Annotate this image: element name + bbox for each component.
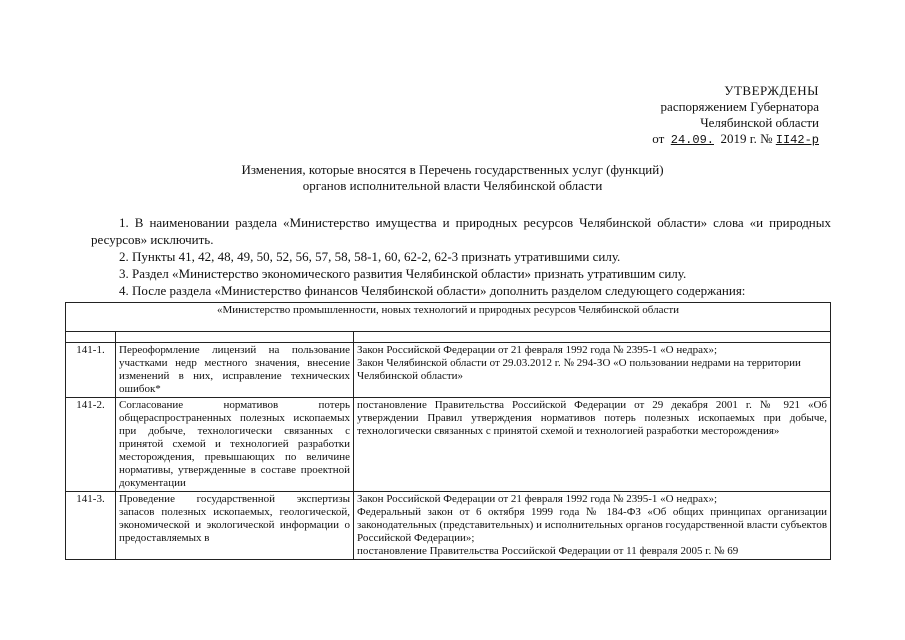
row-number: 141-3. bbox=[66, 492, 116, 560]
basis-line: Закон Российской Федерации от 21 февраля 1992 года № 2395-1 «О недрах»; bbox=[357, 344, 718, 356]
approval-block bbox=[589, 83, 819, 148]
approval-year: 2019 г. № bbox=[720, 131, 773, 146]
services-table bbox=[65, 302, 831, 560]
approval-date-line bbox=[589, 131, 819, 148]
row-number: 141-1. bbox=[66, 343, 116, 398]
table-section-header-row bbox=[66, 303, 831, 332]
section-header: «Министерство промышленности, новых технологий и природных ресурсов Челябинской области bbox=[66, 303, 831, 332]
amendment-paragraphs bbox=[91, 214, 831, 299]
document-title bbox=[0, 162, 905, 194]
basis-line: постановление Правительства Российской Федерации от 11 февраля 2005 г. № 69 bbox=[357, 545, 739, 557]
approval-heading: УТВЕРЖДЕНЫ bbox=[724, 83, 819, 98]
paragraph-4: 4. После раздела «Министерство финансов Челябинской области» дополнить разделом следующего содержания: bbox=[119, 283, 746, 298]
basis-line: Федеральный закон от 6 октября 1999 года № 184-ФЗ «Об общих принципах организации законодательных (представительных) и исполнительных органов государственной власти субъектов Российской Федерации»; bbox=[357, 506, 828, 544]
basis-line: Закон Российской Федерации от 21 февраля 1992 года № 2395-1 «О недрах»; bbox=[357, 493, 718, 505]
legal-basis bbox=[354, 343, 831, 398]
title-line-2: органов исполнительной власти Челябинской области bbox=[302, 178, 603, 193]
legal-basis bbox=[354, 492, 831, 560]
title-line-1: Изменения, которые вносятся в Перечень государственных услуг (функций) bbox=[241, 162, 664, 177]
service-name: Согласование нормативов потерь общераспространенных полезных ископаемых при добыче, технологически связанных с принятой схемой и технологией разработки месторождения, превышающих по величине нормативы, утвержденные в составе проектной документации bbox=[116, 398, 354, 492]
table-row bbox=[66, 492, 831, 560]
approval-line-1: распоряжением Губернатора bbox=[660, 99, 819, 114]
approval-number: II42-р bbox=[775, 133, 819, 147]
table-row bbox=[66, 343, 831, 398]
paragraph-1: 1. В наименовании раздела «Министерство имущества и природных ресурсов Челябинской области» слова «и природных ресурсов» исключить. bbox=[91, 215, 831, 247]
table-row bbox=[66, 398, 831, 492]
approval-date-prefix: от bbox=[652, 131, 665, 146]
basis-line: Закон Челябинской области от 29.03.2012 г. № 294-ЗО «О пользовании недрами на территории Челябинской области» bbox=[357, 357, 801, 382]
service-name: Проведение государственной экспертизы запасов полезных ископаемых, геологической, экономической и экологической информации о предоставляемых в bbox=[116, 492, 354, 560]
table-spacer-row bbox=[66, 332, 831, 343]
row-number: 141-2. bbox=[66, 398, 116, 492]
paragraph-2: 2. Пункты 41, 42, 48, 49, 50, 52, 56, 57, 58, 58-1, 60, 62-2, 62-3 признать утратившими силу. bbox=[119, 249, 621, 264]
approval-date: 24.09. bbox=[670, 133, 714, 147]
paragraph-3: 3. Раздел «Министерство экономического развития Челябинской области» признать утратившим силу. bbox=[119, 266, 687, 281]
approval-line-2: Челябинской области bbox=[700, 115, 819, 130]
legal-basis bbox=[354, 398, 831, 492]
basis-line: постановление Правительства Российской Федерации от 29 декабря 2001 г. № 921 «Об утверждении Правил утверждения нормативов потерь полезных ископаемых при добыче, технологически связанных с принятой схемой и технологией разработки месторождения» bbox=[357, 399, 828, 437]
service-name: Переоформление лицензий на пользование участками недр местного значения, внесение изменений в них, исправление технических ошибок* bbox=[116, 343, 354, 398]
